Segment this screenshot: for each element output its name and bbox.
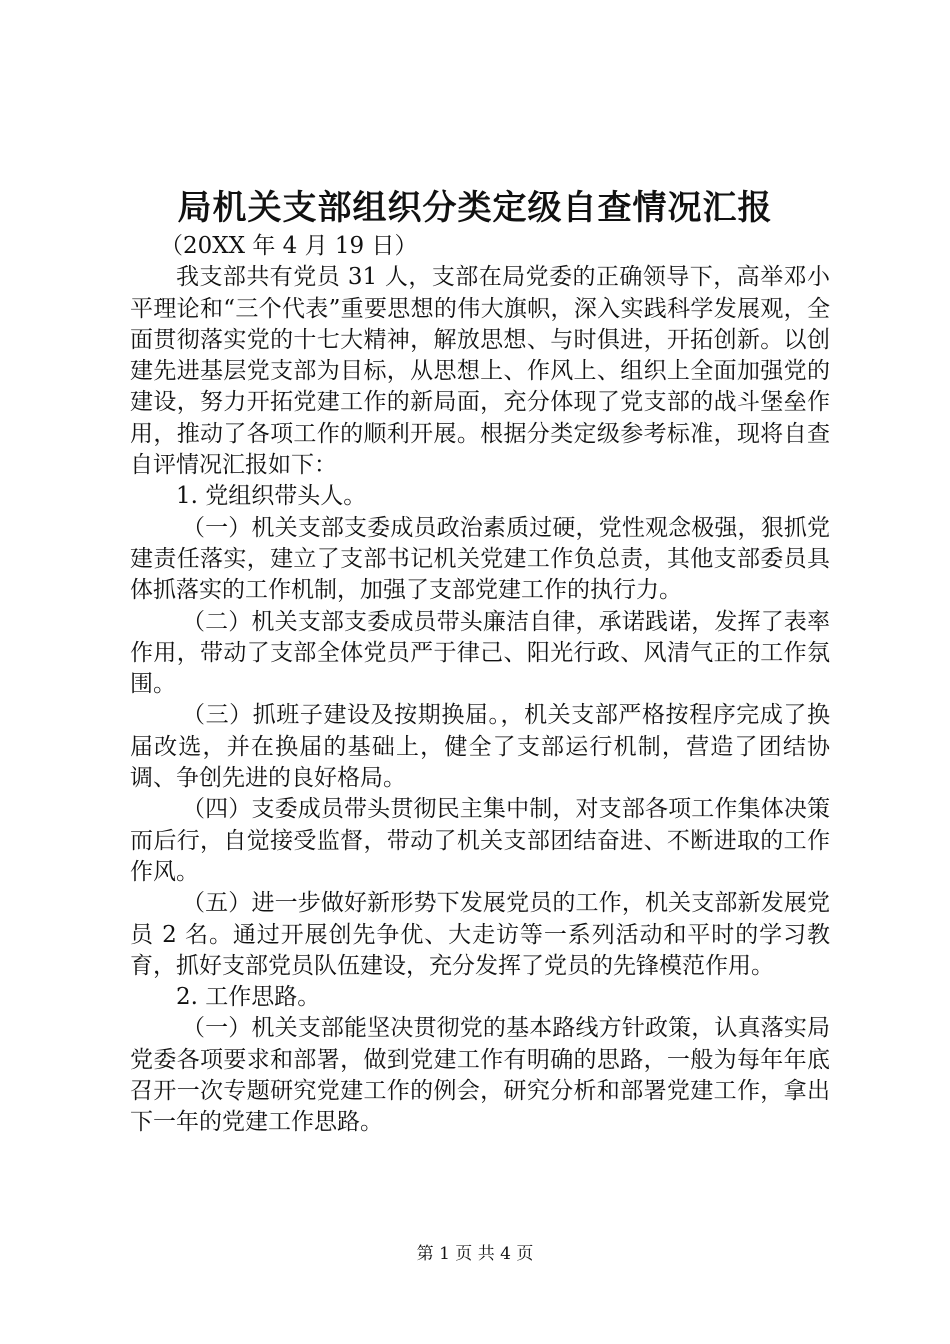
paragraph-1-3: （三）抓班子建设及按期换届。，机关支部严格按程序完成了换届改选，并在换届的基础上，健全了支部运行机制，营造了团结协调、争创先进的良好格局。 xyxy=(130,702,830,792)
paragraph-1-4: （四）支委成员带头贯彻民主集中制，对支部各项工作集体决策而后行，自觉接受监督，带动了机关支部团结奋进、不断进取的工作作风。 xyxy=(130,796,830,885)
paragraph-1-1: （一）机关支部支委成员政治素质过硬，党性观念极强，狠抓党建责任落实，建立了支部书记机关党建工作负总责，其他支部委员具体抓落实的工作机制，加强了支部党建工作的执行力。 xyxy=(130,514,830,604)
paragraph-1-5: （五）进一步做好新形势下发展党员的工作，机关支部新发展党员 2 名。通过开展创先争优、大走访等一系列活动和平时的学习教育，抓好支部党员队伍建设，充分发挥了党员的先锋模范作用。 xyxy=(130,890,830,979)
paragraph-1-2: （二）机关支部支委成员带头廉洁自律，承诺践诺，发挥了表率作用，带动了支部全体党员严于律己、阳光行政、风清气正的工作氛围。 xyxy=(130,608,830,698)
paragraph-2-1: （一）机关支部能坚决贯彻党的基本路线方针政策，认真落实局党委各项要求和部署，做到党建工作有明确的思路，一般为每年年底召开一次专题研究党建工作的例会，研究分析和部署党建工作，拿出下一年的党建工作思路。 xyxy=(130,1015,830,1136)
document-body xyxy=(130,231,830,1139)
document-title: 局机关支部组织分类定级自查情况汇报 xyxy=(177,188,773,228)
heading-section-2: 2. 工作思路。 xyxy=(176,984,321,1011)
paragraph-intro: 我支部共有党员 31 人，支部在局党委的正确领导下，高举邓小平理论和“三个代表”重要思想的伟大旗帜，深入实践科学发展观，全面贯彻落实党的十七大精神，解放思想、与时俱进，开拓创新。以创建先进基层党支部为目标，从思想上、作风上、组织上全面加强党的建设，努力开拓党建工作的新局面，充分体现了党支部的战斗堡垒作用，推动了各项工作的顺利开展。根据分类定级参考标准，现将自查自评情况汇报如下： xyxy=(130,264,830,479)
page-footer: 第 1 页 共 4 页 xyxy=(416,1244,534,1264)
heading-section-1: 1. 党组织带头人。 xyxy=(176,483,367,510)
document-date: （20XX 年 4 月 19 日） xyxy=(160,233,418,259)
